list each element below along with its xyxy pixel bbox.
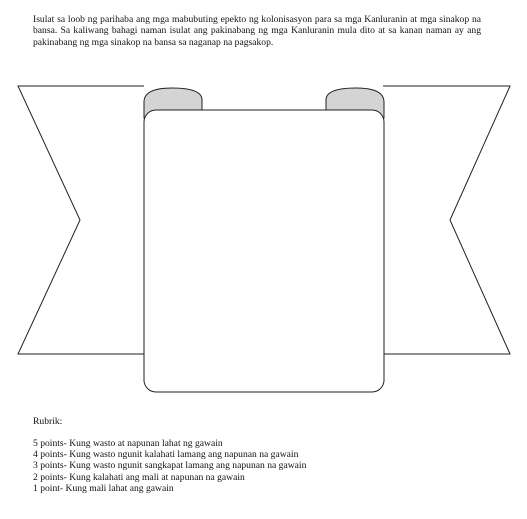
rubric-item: 3 points- Kung wasto ngunit sangkapat lamang ang napunan na gawain bbox=[33, 460, 307, 472]
rubric-item: 5 points- Kung wasto at napunan lahat ng gawain bbox=[33, 438, 223, 449]
rubric-item: 2 points- Kung kalahati ang mali at napunan na gawain bbox=[33, 471, 245, 483]
instructions-text: Isulat sa loob ng parihaba ang mga mabubuting epekto ng kolonisasyon para sa mga Kanluranin at mga sinakop na bansa. Sa kaliwang bahagi naman isulat ang pakinabang ng mga Kanluranin mula dito at sa kanan naman ay ang pakinabang ng mga sinakop na bansa sa naganap na pagsakop. bbox=[33, 14, 481, 48]
rubric-item: 1 point- Kung mali lahat ang gawain bbox=[33, 482, 174, 494]
rubric-title: Rubrik: bbox=[33, 416, 63, 427]
rubric-item: 4 points- Kung wasto ngunit kalahati lamang ang napunan na gawain bbox=[33, 449, 299, 461]
left-ribbon-tail bbox=[18, 86, 144, 354]
right-ribbon-tail bbox=[383, 86, 510, 354]
rubric-list bbox=[33, 438, 306, 494]
central-writing-panel bbox=[144, 110, 384, 392]
